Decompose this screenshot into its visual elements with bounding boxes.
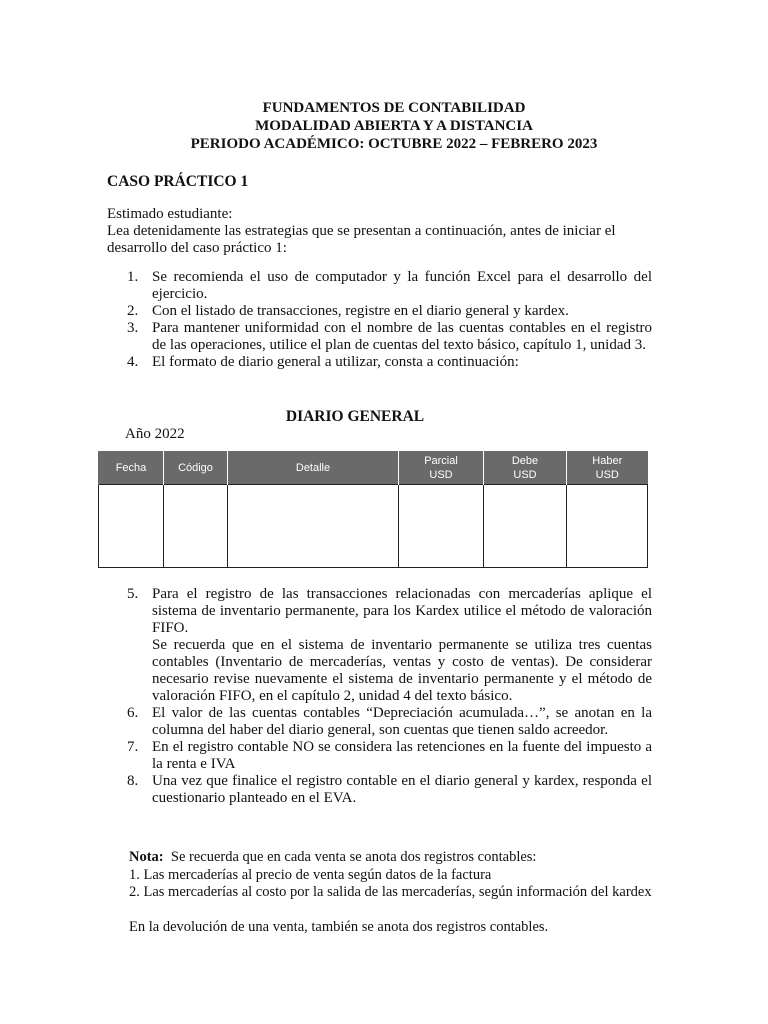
cell-fecha <box>99 485 164 568</box>
list-item <box>107 586 652 705</box>
cell-debe <box>484 485 567 568</box>
column-header-detalle: Detalle <box>228 451 399 485</box>
intro-text: Lea detenidamente las estrategias que se presentan a continuación, antes de iniciar el desarrollo del caso práctico 1: <box>107 223 616 256</box>
list-number: 6. <box>127 705 139 721</box>
modality-title: MODALIDAD ABIERTA Y A DISTANCIA <box>255 118 533 134</box>
list-text: Se recomienda el uso de computador y la función Excel para el desarrollo del ejercicio. <box>152 269 652 302</box>
list-item <box>107 303 652 320</box>
list-text: Se recuerda que en el sistema de inventario permanente se utiliza tres cuentas contables (Inventario de mercaderías, ventas y costo de ventas). De considerar necesario revise nuevamente el sistema de inventario permanente y el método de valoración FIFO, en el capítulo 2, unidad 4 del texto básico. <box>152 637 652 704</box>
list-item <box>107 269 652 303</box>
strategy-list-1 <box>107 269 652 371</box>
course-title: FUNDAMENTOS DE CONTABILIDAD <box>262 100 526 116</box>
list-text: Para el registro de las transacciones relacionadas con mercaderías aplique el sistema de inventario permanente, para los Kardex utilice el método de valoración FIFO. <box>152 586 652 636</box>
list-item <box>107 773 652 807</box>
diario-general-table <box>98 451 647 568</box>
column-header-fecha: Fecha <box>99 451 164 485</box>
diario-general-title: DIARIO GENERAL <box>285 408 425 425</box>
list-item <box>107 320 652 354</box>
note-text: Se recuerda que en cada venta se anota dos registros contables: <box>170 849 537 865</box>
list-number: 4. <box>127 354 139 370</box>
final-note: En la devolución de una venta, también se anota dos registros contables. <box>129 919 549 935</box>
list-item <box>107 705 652 739</box>
list-number: 7. <box>127 739 139 755</box>
list-text: Para mantener uniformidad con el nombre de las cuentas contables en el registro de las operaciones, utilice el plan de cuentas del texto básico, capítulo 1, unidad 3. <box>152 320 652 353</box>
list-item <box>107 739 652 773</box>
list-number: 1. <box>127 269 139 285</box>
list-text: Con el listado de transacciones, registre en el diario general y kardex. <box>152 303 569 319</box>
cell-haber <box>567 485 648 568</box>
year-label: Año 2022 <box>125 426 185 442</box>
period-title: PERIODO ACADÉMICO: OCTUBRE 2022 – FEBRERO 2023 <box>190 136 598 152</box>
note-item-1: 1. Las mercaderías al precio de venta según datos de la factura <box>129 866 492 883</box>
column-header-codigo: Código <box>164 451 228 485</box>
cell-parcial <box>399 485 484 568</box>
list-text: En el registro contable NO se considera las retenciones en la fuente del impuesto a la renta e IVA <box>152 739 652 772</box>
cell-codigo <box>164 485 228 568</box>
column-header-haber: Haber USD <box>567 451 648 485</box>
list-number: 5. <box>127 586 139 602</box>
cell-detalle <box>228 485 399 568</box>
list-text: Una vez que finalice el registro contable en el diario general y kardex, responda el cuestionario planteado en el EVA. <box>152 773 652 806</box>
document-header <box>0 99 768 153</box>
intro-section <box>107 206 647 257</box>
list-number: 3. <box>127 320 139 336</box>
note-item-2: 2. Las mercaderías al costo por la salida de las mercaderías, según información del kardex <box>129 884 652 900</box>
note-label: Nota: <box>129 849 164 865</box>
column-header-debe: Debe USD <box>484 451 567 485</box>
list-number: 8. <box>127 773 139 789</box>
column-header-parcial: Parcial USD <box>399 451 484 485</box>
note-section <box>129 849 689 902</box>
list-text: El formato de diario general a utilizar, consta a continuación: <box>152 354 519 370</box>
table-header-row <box>99 451 648 485</box>
list-item <box>107 354 652 371</box>
greeting: Estimado estudiante: <box>107 206 233 222</box>
list-number: 2. <box>127 303 139 319</box>
case-title: CASO PRÁCTICO 1 <box>107 173 249 190</box>
list-text: El valor de las cuentas contables “Depreciación acumulada…”, se anotan en la columna del haber del diario general, son cuentas que tienen saldo acreedor. <box>152 705 652 738</box>
table-row <box>99 485 648 568</box>
strategy-list-2 <box>107 586 652 807</box>
